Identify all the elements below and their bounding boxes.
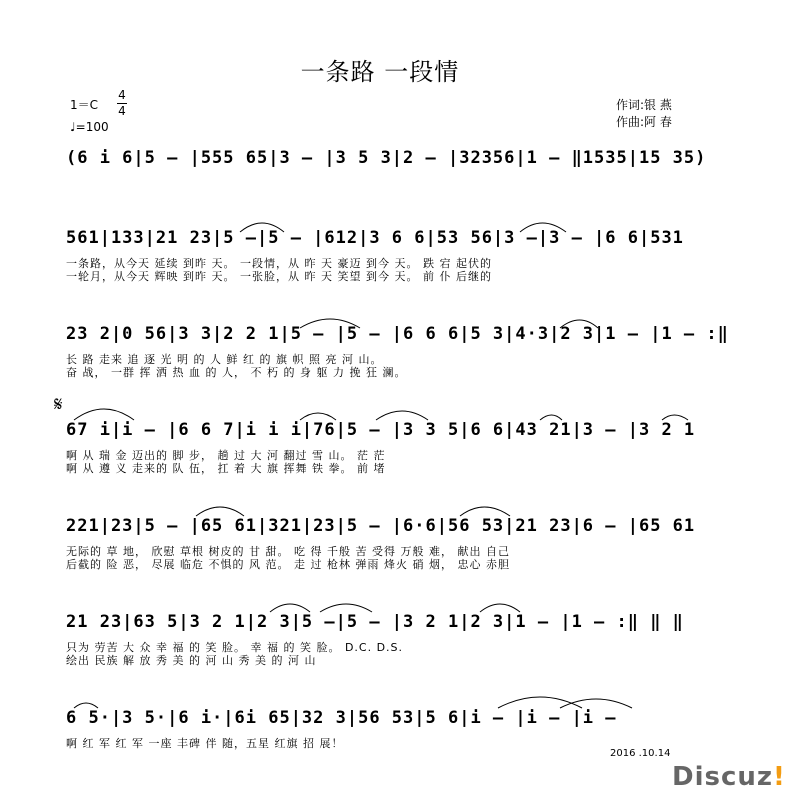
- lyric-line: 啊 从 瑞 金 迈出的 脚 步， 趟 过 大 河 翻过 雪 山。 茫 茫: [66, 449, 386, 462]
- slur: [196, 507, 244, 516]
- slur: [560, 699, 632, 708]
- slur: [560, 320, 598, 328]
- slur: [376, 411, 428, 420]
- slur: [74, 703, 98, 708]
- slur: [300, 319, 360, 328]
- composer-credit: 作曲:阿 春: [616, 115, 672, 129]
- slur: [270, 604, 310, 612]
- slur: [540, 415, 562, 420]
- staff-notes: 6 5·|3 5·|6 i·|6i 65|32 3|56 53|5 6|i – |i – |i –: [66, 708, 617, 728]
- lyric-line: 一轮月，从今天 辉映 到昨 天。 一张脸，从 昨 天 笑望 到今 天。 前 仆 后继的: [66, 270, 492, 283]
- lyric-line: 无际的 草 地， 欣慰 草根 树皮的 甘 甜。 吃 得 千般 苦 受得 万般 难， 献出 自己: [66, 545, 510, 558]
- watermark-mark: !: [773, 762, 786, 792]
- watermark-text: Discuz: [672, 762, 774, 792]
- slur: [662, 415, 688, 420]
- staff-notes: 561|133|21 23|5 –|5 – |612|3 6 6|53 56|3 –|3 – |6 6|531: [66, 228, 684, 248]
- slur: [498, 697, 582, 708]
- lyricist-credit: 作词:银 燕: [616, 98, 672, 112]
- lyric-line: 只为 劳苦 大 众 幸 福 的 笑 脸。 幸 福 的 笑 脸。 D.C. D.S.: [66, 641, 404, 654]
- slur: [520, 223, 566, 232]
- segno-sign: 𝄋: [54, 392, 63, 416]
- lyric-line: 长 路 走来 追 逐 光 明 的 人 鲜 红 的 旗 帜 照 亮 河 山。: [66, 353, 383, 366]
- tempo-marking: ♩=100: [70, 120, 109, 134]
- meter-bottom: 4: [118, 104, 126, 118]
- staff-notes: (6 i 6|5 – |555 65|3 – |3 5 3|2 – |32356|1 – ‖1535|15 35): [66, 148, 707, 168]
- staff-notes: 221|23|5 – |65 61|321|23|5 – |6·6|56 53|21 23|6 – |65 61: [66, 516, 696, 536]
- song-title: 一条路 一段情: [300, 58, 460, 86]
- slur: [300, 413, 336, 420]
- lyric-line: 啊 红 军 红 军 一座 丰碑 伴 随，五星 红旗 招 展！: [66, 737, 344, 750]
- staff-notes: 23 2|0 56|3 3|2 2 1|5 – |5 – |6 6 6|5 3|4·3|2 3|1 – |1 – :‖: [66, 324, 729, 344]
- date-stamp: 2016 .10.14: [610, 748, 671, 759]
- lyric-line: 一条路，从今天 延续 到昨 天。 一段情，从 昨 天 豪迈 到今 天。 跌 宕 起伏的: [66, 257, 492, 270]
- slur: [480, 604, 520, 612]
- staff-notes: 67 i|i – |6 6 7|i i i|76|5 – |3 3 5|6 6|43 21|3 – |3 2 1: [66, 420, 696, 440]
- slur: [460, 507, 510, 516]
- lyric-line: 后截的 险 恶， 尽展 临危 不惧的 风 范。 走 过 枪林 弹雨 烽火 硝 烟， 忠心 赤胆: [66, 558, 510, 571]
- slur: [320, 604, 372, 612]
- lyric-line: 绘出 民族 解 放 秀 美 的 河 山 秀 美 的 河 山: [66, 654, 317, 667]
- staff-notes: 21 23|63 5|3 2 1|2 3|5 –|5 – |3 2 1|2 3|1 – |1 – :‖ ‖ ‖: [66, 612, 684, 632]
- meter-top: 4: [118, 88, 126, 102]
- key-signature: 1＝C: [70, 98, 99, 112]
- lyric-line: 啊 从 遵 义 走来的 队 伍， 扛 着 大 旗 挥舞 铁 拳。 前 堵: [66, 462, 386, 475]
- lyric-line: 奋 战， 一群 挥 洒 热 血 的 人， 不 朽 的 身 躯 力 挽 狂 澜。: [66, 366, 407, 379]
- slur: [74, 409, 134, 420]
- slur: [240, 223, 284, 232]
